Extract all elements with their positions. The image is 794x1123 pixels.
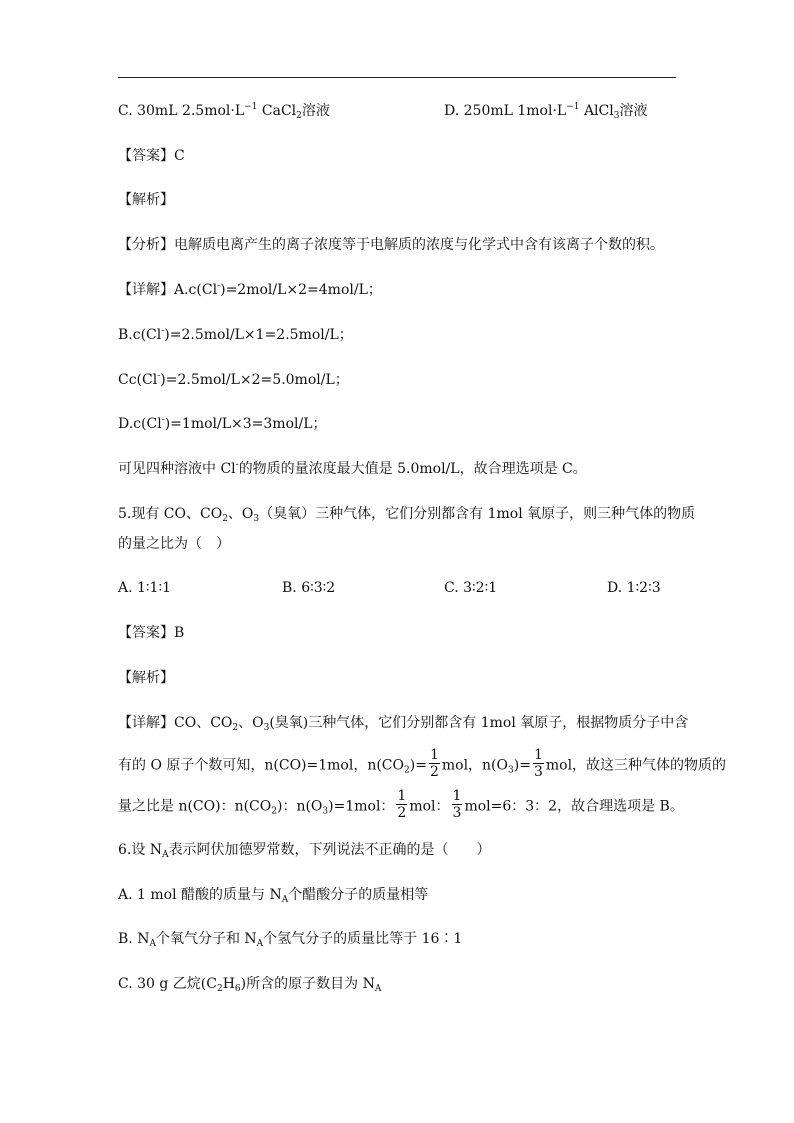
q4-option-c: C. 30mL $2.5mol\cdot L^{-1}$ CaCl$_2$溶液 bbox=[118, 102, 330, 121]
q5-option-c: C. 3∶2∶1 bbox=[444, 580, 498, 596]
q4-analysis-label: 【解析】 bbox=[118, 192, 174, 208]
q5-stem-line1: 5.现有 CO、$CO_2$、$O_3$（臭氧）三种气体，它们分别都含有 1mol 氧原子，则三种气体的物质 bbox=[118, 506, 696, 524]
header-rule bbox=[118, 77, 676, 78]
q5-stem-line2: 的量之比为（ ） bbox=[118, 536, 230, 552]
q5-detail-line3: 量之比是 n(CO)：$n(CO_2)$：$n(O_3)=1mol$： $\frac{1}{2}$ mol： $\frac{1}{3}$ mol=6：3：2，故合理选项是 B。 bbox=[118, 788, 684, 821]
fraction-one-half: $\frac{1}{2}$ bbox=[429, 747, 439, 780]
q6-option-c: C. 30 g 乙烷$(C_2H_6)$所含的原子数目为 $N_A$ bbox=[118, 976, 382, 994]
q5-detail-line1: 【详解】CO、$CO_2$、$O_3$(臭氧)三种气体，它们分别都含有 1mol 氧原子，根据物质分子中含 bbox=[118, 715, 689, 733]
q5-analysis-label: 【解析】 bbox=[118, 670, 174, 686]
q5-options-row bbox=[118, 578, 678, 598]
q4-answer: 【答案】C bbox=[118, 148, 185, 164]
q4-options-row bbox=[118, 101, 678, 121]
q4-fenxi: 【分析】电解质电离产生的离子浓度等于电解质的浓度与化学式中含有该离子个数的积。 bbox=[118, 237, 664, 253]
fraction-one-third: $\frac{1}{3}$ bbox=[452, 788, 462, 821]
q5-answer: 【答案】B bbox=[118, 625, 185, 641]
q6-option-b: B. $N_A$个氧气分子和 $N_A$个氢气分子的质量比等于 16∶1 bbox=[118, 931, 463, 949]
q5-option-d: D. 1∶2∶3 bbox=[607, 580, 661, 596]
q4-detail-a: 【详解】A.c(Cl-)=2mol/L×2=4mol/L； bbox=[118, 281, 382, 298]
fraction-one-third: $\frac{1}{3}$ bbox=[533, 747, 543, 780]
q5-option-a: A. 1∶1∶1 bbox=[118, 580, 172, 596]
q6-option-a: A. 1 mol 醋酸的质量与 $N_A$个醋酸分子的质量相等 bbox=[118, 887, 429, 905]
fraction-one-half: $\frac{1}{2}$ bbox=[397, 788, 407, 821]
q5-option-b: B. 6∶3∶2 bbox=[282, 580, 336, 596]
q4-detail-b: B.c(Cl-)=2.5mol/L×1=2.5mol/L； bbox=[118, 326, 353, 343]
q4-detail-c: Cc(Cl-)=2.5mol/L×2=5.0mol/L； bbox=[118, 371, 349, 388]
q4-detail-d: D.c(Cl-)=1mol/L×3=3mol/L； bbox=[118, 415, 327, 432]
q6-stem: 6.设 $N_A$表示阿伏加德罗常数，下列说法不正确的是（ ） bbox=[118, 842, 491, 860]
q5-detail-line2: 有的 O 原子个数可知，n(CO)=1mol，$n(CO_2)=$ $\frac{1}{2}$ mol，$n(O_3)=$ $\frac{1}{3}$ mol，故这三种气体的物质的 bbox=[118, 747, 727, 780]
q4-option-d: D. 250mL $1mol\cdot L^{-1}$ AlCl$_3$溶液 bbox=[444, 102, 648, 121]
q4-conclusion: 可见四种溶液中 Cl-的物质的量浓度最大值是 5.0mol/L，故合理选项是 C。 bbox=[118, 460, 587, 477]
